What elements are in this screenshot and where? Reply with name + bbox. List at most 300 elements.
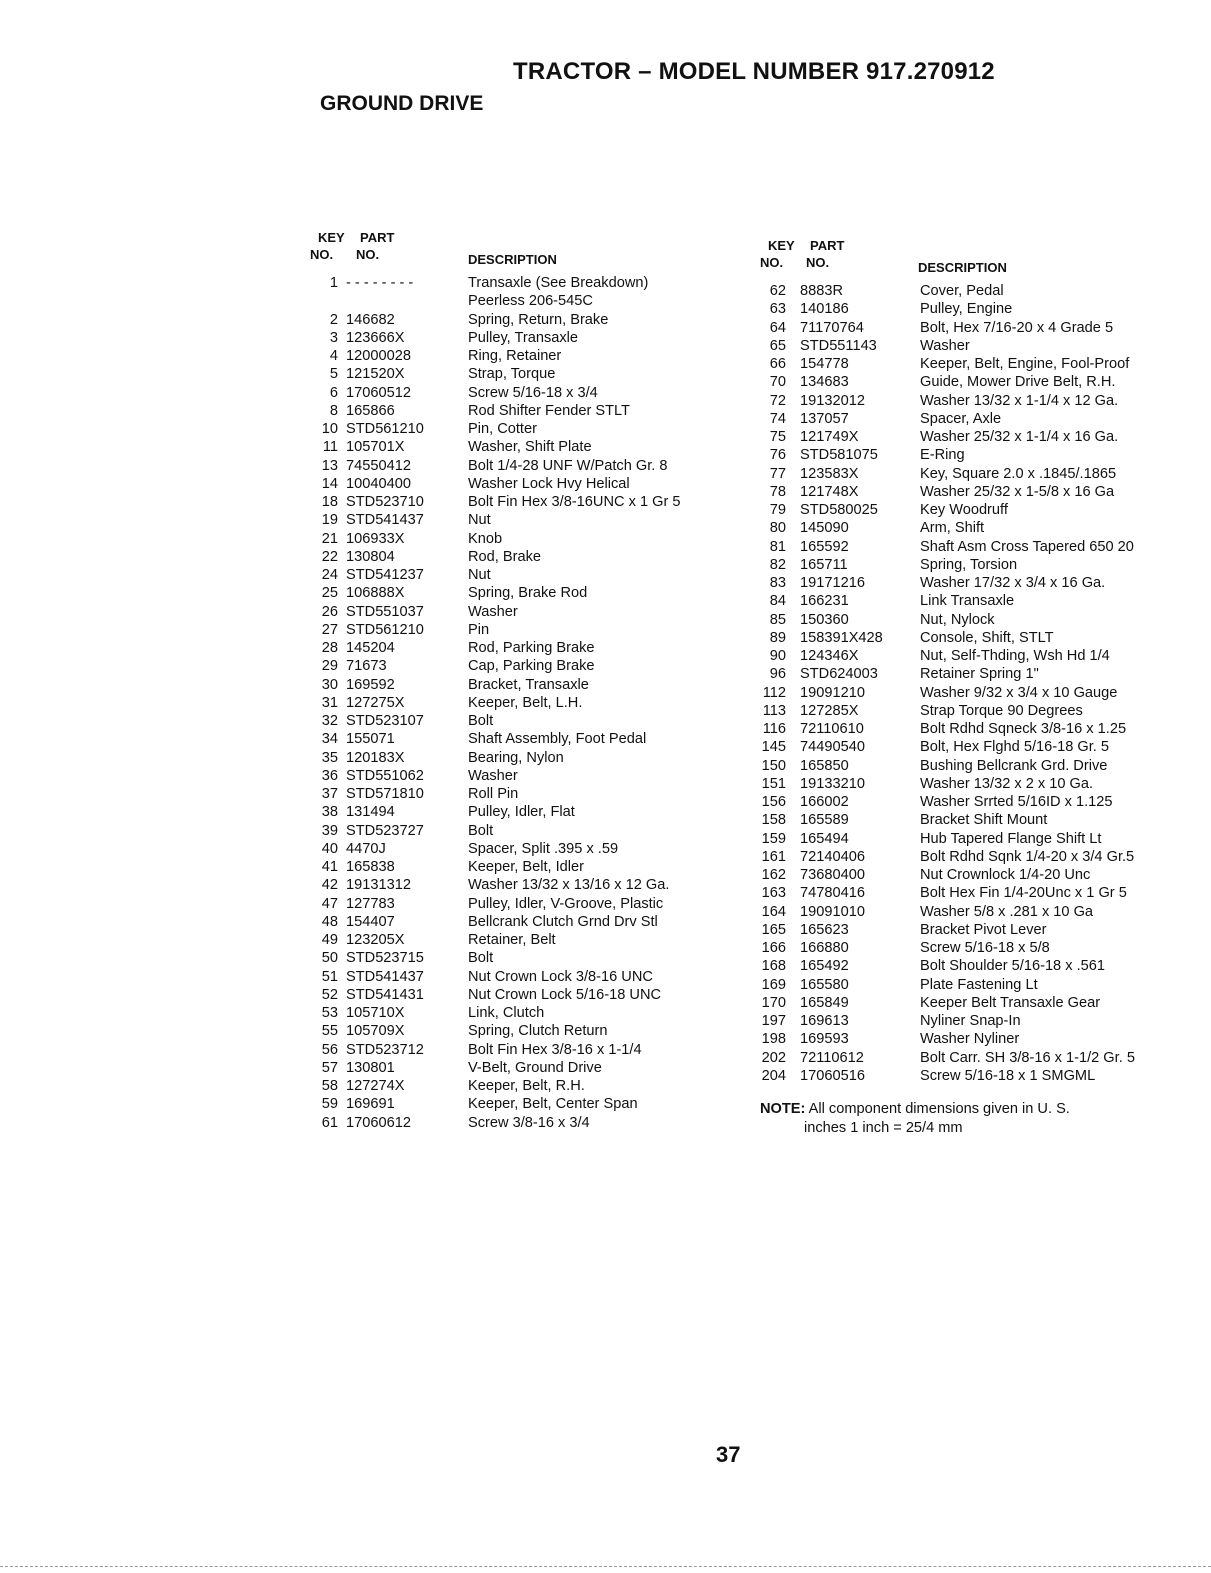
part-number: 4470J — [346, 840, 386, 857]
header-key-no: NO. — [760, 255, 784, 270]
part-number: 71673 — [346, 658, 387, 675]
part-description: Strap, Torque — [468, 366, 556, 383]
part-row — [760, 1030, 1180, 1048]
part-row — [310, 694, 730, 712]
part-number: 123666X — [346, 329, 405, 346]
key-number: 64 — [769, 319, 786, 336]
part-number: 146682 — [346, 311, 395, 328]
header-part: PART — [360, 230, 395, 245]
part-description: Washer 25/32 x 1-5/8 x 16 Ga — [920, 483, 1115, 500]
key-number: 21 — [321, 530, 338, 547]
key-number: 37 — [321, 786, 338, 802]
part-number: STD624003 — [800, 666, 878, 683]
part-number: 19131312 — [346, 877, 411, 894]
part-number: 154407 — [346, 913, 395, 930]
part-description: Link, Clutch — [468, 1005, 545, 1021]
part-row — [760, 720, 1180, 738]
part-number: 19171216 — [800, 575, 865, 591]
part-row — [310, 785, 730, 803]
key-number: 50 — [321, 950, 338, 967]
part-number: 105701X — [346, 439, 405, 456]
part-number: 74550412 — [346, 457, 411, 474]
part-description: Bolt, Hex Flghd 5/16-18 Gr. 5 — [920, 739, 1110, 756]
bottom-divider — [0, 1566, 1211, 1567]
part-description: Spring, Torsion — [920, 556, 1018, 573]
key-number: 85 — [769, 611, 786, 628]
part-description: Guide, Mower Drive Belt, R.H. — [920, 374, 1116, 391]
key-number: 162 — [761, 867, 786, 883]
part-description: Spring, Return, Brake — [468, 311, 609, 328]
part-number: 145204 — [346, 640, 395, 656]
key-number: 53 — [321, 1005, 338, 1021]
part-description: Peerless 206-545C — [468, 293, 593, 310]
key-number: 202 — [761, 1049, 786, 1066]
key-number: 159 — [761, 830, 786, 847]
part-number: 19091010 — [800, 903, 865, 920]
part-number: 127274X — [346, 1078, 405, 1094]
key-number: 34 — [321, 731, 338, 748]
part-number: 130804 — [346, 548, 395, 565]
part-description: Console, Shift, STLT — [920, 629, 1054, 646]
part-number: STD541237 — [346, 567, 424, 583]
part-number: 165866 — [346, 402, 395, 419]
parts-column-right — [760, 238, 1180, 1085]
part-row — [760, 866, 1180, 884]
part-number: 8883R — [800, 283, 844, 299]
part-description: Nut Crown Lock 3/8-16 UNC — [468, 968, 653, 985]
part-number: 121748X — [800, 483, 859, 500]
part-number: 127783 — [346, 895, 395, 912]
part-number: 105709X — [346, 1023, 405, 1040]
parts-list-right — [760, 282, 1180, 1085]
part-number: 124346X — [800, 648, 859, 664]
part-description: Bolt Shoulder 5/16-18 x .561 — [920, 958, 1105, 975]
part-number: 120183X — [346, 749, 405, 766]
key-number: 4 — [329, 348, 338, 364]
part-number: 17060612 — [346, 1114, 411, 1131]
part-number: 127275X — [346, 694, 405, 711]
key-number: 70 — [769, 374, 786, 391]
part-row — [760, 884, 1180, 902]
part-row — [760, 465, 1180, 483]
key-number: 25 — [321, 585, 338, 602]
part-description: Bushing Bellcrank Grd. Drive — [920, 757, 1108, 774]
part-description: Bellcrank Clutch Grnd Drv Stl — [468, 913, 658, 930]
part-number: 150360 — [800, 611, 849, 628]
part-number: 169592 — [346, 676, 395, 693]
part-number: 165849 — [800, 994, 849, 1011]
part-row — [760, 519, 1180, 537]
part-number: 165580 — [800, 976, 849, 993]
part-number: 154778 — [800, 356, 849, 372]
part-number: 131494 — [346, 804, 395, 821]
part-description: Bolt Fin Hex 3/8-16 x 1-1/4 — [468, 1041, 642, 1058]
part-description: Washer 25/32 x 1-1/4 x 16 Ga. — [920, 429, 1119, 445]
part-number: 72140406 — [800, 848, 865, 865]
part-description: Nut — [468, 512, 491, 529]
part-description: Washer — [468, 603, 518, 620]
key-number: 81 — [769, 538, 786, 555]
part-row — [760, 483, 1180, 501]
part-description: Bolt Hex Fin 1/4-20Unc x 1 Gr 5 — [920, 885, 1127, 902]
part-number: STD571810 — [346, 786, 424, 802]
part-row — [310, 803, 730, 821]
key-number: 77 — [769, 465, 786, 482]
key-number: 90 — [769, 648, 786, 664]
key-number: 198 — [761, 1031, 786, 1048]
part-description: E-Ring — [920, 447, 965, 464]
part-number: 19132012 — [800, 392, 865, 409]
part-description: Keeper Belt Transaxle Gear — [920, 994, 1101, 1011]
key-number: 51 — [321, 968, 338, 985]
header-part: PART — [810, 238, 845, 253]
key-number: 113 — [762, 702, 786, 719]
part-number: 12000028 — [346, 348, 411, 364]
part-description: Keeper, Belt, L.H. — [468, 694, 583, 711]
key-number: 62 — [769, 283, 786, 299]
part-row — [310, 384, 730, 402]
part-row — [310, 438, 730, 456]
part-row — [760, 738, 1180, 756]
part-number: 165850 — [800, 757, 849, 774]
part-row — [310, 1041, 730, 1059]
part-row — [310, 347, 730, 365]
key-number: 38 — [321, 804, 338, 821]
part-row — [310, 712, 730, 730]
part-row — [760, 939, 1180, 957]
header-key-no: NO. — [310, 247, 334, 262]
key-number: 58 — [321, 1078, 338, 1094]
part-number: STD523712 — [346, 1041, 424, 1058]
part-number: 140186 — [800, 301, 849, 318]
part-number: 123583X — [800, 465, 859, 482]
part-row — [310, 530, 730, 548]
part-number: STD523715 — [346, 950, 424, 967]
part-description: Rod, Brake — [468, 548, 542, 565]
part-description: Screw 5/16-18 x 1 SMGML — [920, 1067, 1096, 1084]
part-row — [310, 292, 730, 310]
parts-list-left — [310, 274, 730, 1132]
key-number: 72 — [769, 392, 786, 409]
column-header — [310, 230, 730, 274]
part-description: Washer Srrted 5/16ID x 1.125 — [920, 794, 1113, 810]
key-number: 66 — [769, 356, 786, 372]
part-row — [760, 957, 1180, 975]
key-number: 78 — [769, 483, 786, 500]
part-number: 72110610 — [800, 721, 864, 737]
part-row — [760, 574, 1180, 592]
part-description: Washer Nyliner — [920, 1031, 1020, 1048]
part-row — [760, 319, 1180, 337]
part-number: 169691 — [346, 1096, 395, 1113]
key-number: 22 — [321, 548, 338, 565]
part-description: Link Transaxle — [920, 593, 1015, 610]
part-number: 72110612 — [800, 1049, 864, 1066]
key-number: 48 — [321, 913, 338, 930]
key-number: 116 — [762, 721, 786, 737]
part-description: Strap Torque 90 Degrees — [920, 702, 1083, 719]
part-description: Pulley, Idler, V-Groove, Plastic — [468, 895, 664, 912]
part-description: Arm, Shift — [920, 520, 985, 537]
header-description: DESCRIPTION — [918, 260, 1007, 275]
part-number: STD541437 — [346, 968, 424, 985]
part-row — [760, 629, 1180, 647]
part-description: Pulley, Transaxle — [468, 329, 579, 346]
part-number: STD523727 — [346, 822, 424, 839]
key-number: 2 — [329, 311, 338, 328]
part-row — [310, 657, 730, 675]
part-number: 165711 — [800, 556, 848, 573]
part-description: Spring, Brake Rod — [468, 585, 588, 602]
key-number: 41 — [321, 859, 338, 875]
part-description: Keeper, Belt, Idler — [468, 859, 585, 875]
key-number: 80 — [769, 520, 786, 537]
part-row — [310, 1004, 730, 1022]
key-number: 1 — [329, 275, 338, 291]
header-key: KEY — [768, 238, 795, 253]
part-description: Bolt 1/4-28 UNF W/Patch Gr. 8 — [468, 457, 668, 474]
part-row — [760, 1067, 1180, 1085]
part-description: Pulley, Engine — [920, 301, 1013, 318]
part-number: STD551037 — [346, 603, 424, 620]
part-number: 74780416 — [800, 885, 865, 902]
part-row — [310, 968, 730, 986]
part-row — [760, 410, 1180, 428]
part-description: Shaft Asm Cross Tapered 650 20 — [920, 538, 1134, 555]
part-row — [760, 1012, 1180, 1030]
part-row — [310, 749, 730, 767]
key-number: 29 — [321, 658, 338, 675]
part-number: 121749X — [800, 429, 859, 445]
page-number: 37 — [716, 1442, 741, 1467]
key-number: 57 — [321, 1059, 338, 1076]
key-number: 163 — [761, 885, 786, 902]
part-number: 145090 — [800, 520, 849, 537]
part-row — [310, 822, 730, 840]
part-row — [310, 475, 730, 493]
key-number: 150 — [761, 757, 786, 774]
part-number: 158391X428 — [800, 629, 883, 646]
part-row — [310, 895, 730, 913]
part-description: Rod, Parking Brake — [468, 640, 595, 656]
key-number: 10 — [321, 421, 338, 437]
part-row — [760, 300, 1180, 318]
key-number: 165 — [761, 921, 786, 938]
part-description: Bearing, Nylon — [468, 749, 564, 766]
header-description: DESCRIPTION — [468, 252, 557, 267]
note-line-2: inches 1 inch = 25/4 mm — [804, 1120, 963, 1136]
part-description: Bolt Rdhd Sqneck 3/8-16 x 1.25 — [920, 721, 1127, 737]
part-description: Cap, Parking Brake — [468, 658, 595, 675]
part-description: Retainer, Belt — [468, 932, 556, 948]
key-number: 83 — [769, 575, 786, 591]
part-number: 169613 — [800, 1013, 849, 1029]
part-number: 134683 — [800, 374, 849, 391]
part-description: Transaxle (See Breakdown) — [468, 275, 649, 291]
part-description: Spacer, Split .395 x .59 — [468, 840, 619, 857]
part-description: Retainer Spring 1" — [920, 666, 1039, 683]
part-description: Pin — [468, 621, 490, 638]
part-number: 17060516 — [800, 1067, 865, 1084]
part-row — [310, 511, 730, 529]
key-number: 75 — [769, 429, 786, 445]
key-number: 169 — [761, 976, 786, 993]
key-number: 63 — [769, 301, 786, 318]
part-number: 166880 — [800, 940, 849, 956]
key-number: 164 — [761, 903, 786, 920]
part-description: Key Woodruff — [920, 502, 1008, 518]
part-description: Plate Fastening Lt — [920, 976, 1038, 993]
part-number: STD523107 — [346, 713, 424, 729]
part-number: 74490540 — [800, 739, 865, 756]
part-description: Washer 17/32 x 3/4 x 16 Ga. — [920, 575, 1106, 591]
part-row — [760, 976, 1180, 994]
part-row — [760, 775, 1180, 793]
part-number: 169593 — [800, 1031, 849, 1048]
part-row — [760, 592, 1180, 610]
key-number: 89 — [769, 629, 786, 646]
part-number: 137057 — [800, 410, 849, 427]
key-number: 18 — [321, 494, 338, 510]
part-description: Washer 13/32 x 13/16 x 12 Ga. — [468, 877, 670, 894]
part-row — [310, 566, 730, 584]
part-row — [760, 757, 1180, 775]
part-number: STD551062 — [346, 767, 424, 784]
part-number: 71170764 — [800, 319, 864, 336]
part-row — [310, 420, 730, 438]
part-description: Keeper, Belt, R.H. — [468, 1078, 585, 1094]
part-number: STD523710 — [346, 494, 424, 510]
key-number: 35 — [321, 749, 338, 766]
part-number: 127285X — [800, 702, 859, 719]
part-row — [760, 994, 1180, 1012]
key-number: 197 — [761, 1013, 786, 1029]
part-number: STD581075 — [800, 447, 878, 464]
part-description: V-Belt, Ground Drive — [468, 1059, 602, 1076]
part-description: Screw 5/16-18 x 5/8 — [920, 940, 1050, 956]
key-number: 76 — [769, 447, 786, 464]
part-row — [310, 329, 730, 347]
key-number: 168 — [761, 958, 786, 975]
part-row — [310, 986, 730, 1004]
key-number: 11 — [322, 439, 338, 456]
header-part-no: NO. — [806, 255, 830, 270]
part-description: Pin, Cotter — [468, 421, 537, 437]
part-description: Washer 5/8 x .281 x 10 Ga — [920, 903, 1094, 920]
part-number: - - - - - - - - — [346, 275, 414, 291]
part-description: Ring, Retainer — [468, 348, 562, 364]
part-description: Spacer, Axle — [920, 410, 1002, 427]
part-description: Bolt — [468, 822, 494, 839]
part-number: 17060512 — [346, 384, 411, 401]
key-number: 151 — [761, 775, 786, 792]
part-number: 19133210 — [800, 775, 865, 792]
key-number: 31 — [321, 694, 338, 711]
part-description: Washer 9/32 x 3/4 x 10 Gauge — [920, 684, 1118, 701]
part-row — [760, 355, 1180, 373]
part-row — [310, 858, 730, 876]
key-number: 82 — [769, 556, 786, 573]
part-row — [760, 647, 1180, 665]
key-number: 26 — [321, 603, 338, 620]
part-description: Bracket Pivot Lever — [920, 921, 1047, 938]
key-number: 5 — [329, 366, 338, 383]
key-number: 79 — [769, 502, 786, 518]
part-row — [310, 402, 730, 420]
part-row — [310, 603, 730, 621]
part-description: Keeper, Belt, Engine, Fool-Proof — [920, 356, 1130, 372]
part-description: Hub Tapered Flange Shift Lt — [920, 830, 1102, 847]
part-row — [310, 913, 730, 931]
key-number: 112 — [762, 684, 786, 701]
part-description: Bracket, Transaxle — [468, 676, 589, 693]
part-description: Cover, Pedal — [920, 283, 1004, 299]
part-number: 166231 — [800, 593, 849, 610]
column-header — [760, 238, 1180, 282]
header-key: KEY — [318, 230, 345, 245]
part-row — [310, 840, 730, 858]
part-row — [310, 1059, 730, 1077]
key-number: 24 — [321, 567, 338, 583]
part-number: 166002 — [800, 794, 849, 810]
key-number: 3 — [329, 329, 338, 346]
part-row — [310, 365, 730, 383]
part-description: Nut Crownlock 1/4-20 Unc — [920, 867, 1091, 883]
part-description: Bolt Rdhd Sqnk 1/4-20 x 3/4 Gr.5 — [920, 848, 1135, 865]
part-row — [310, 676, 730, 694]
part-description: Bolt, Hex 7/16-20 x 4 Grade 5 — [920, 319, 1114, 336]
part-number: 165492 — [800, 958, 849, 975]
part-row — [760, 702, 1180, 720]
part-description: Nut — [468, 567, 491, 583]
dimension-note — [760, 1100, 1070, 1138]
part-description: Key, Square 2.0 x .1845/.1865 — [920, 465, 1117, 482]
part-row — [760, 556, 1180, 574]
part-description: Nyliner Snap-In — [920, 1013, 1021, 1029]
part-number: STD541431 — [346, 986, 424, 1003]
part-description: Shaft Assembly, Foot Pedal — [468, 731, 647, 748]
part-row — [760, 848, 1180, 866]
part-number: STD551143 — [800, 337, 877, 354]
part-description: Keeper, Belt, Center Span — [468, 1096, 638, 1113]
part-number: 165623 — [800, 921, 849, 938]
part-number: 106888X — [346, 585, 405, 602]
part-number: STD561210 — [346, 621, 424, 638]
part-row — [310, 311, 730, 329]
part-description: Bolt Carr. SH 3/8-16 x 1-1/2 Gr. 5 — [920, 1049, 1135, 1066]
part-description: Knob — [468, 530, 503, 547]
part-description: Washer — [920, 337, 970, 354]
part-row — [760, 538, 1180, 556]
part-row — [760, 373, 1180, 391]
key-number: 47 — [321, 895, 338, 912]
part-number: 105710X — [346, 1005, 405, 1021]
key-number: 27 — [321, 621, 338, 638]
key-number: 49 — [321, 932, 338, 948]
key-number: 56 — [321, 1041, 338, 1058]
key-number: 204 — [761, 1067, 786, 1084]
key-number: 14 — [321, 475, 338, 492]
part-number: 106933X — [346, 530, 405, 547]
part-row — [760, 684, 1180, 702]
part-number: STD580025 — [800, 502, 878, 518]
header-part-no: NO. — [356, 247, 380, 262]
part-row — [760, 611, 1180, 629]
key-number: 161 — [761, 848, 786, 865]
part-number: 165838 — [346, 859, 395, 875]
key-number: 96 — [769, 666, 786, 683]
part-row — [310, 931, 730, 949]
